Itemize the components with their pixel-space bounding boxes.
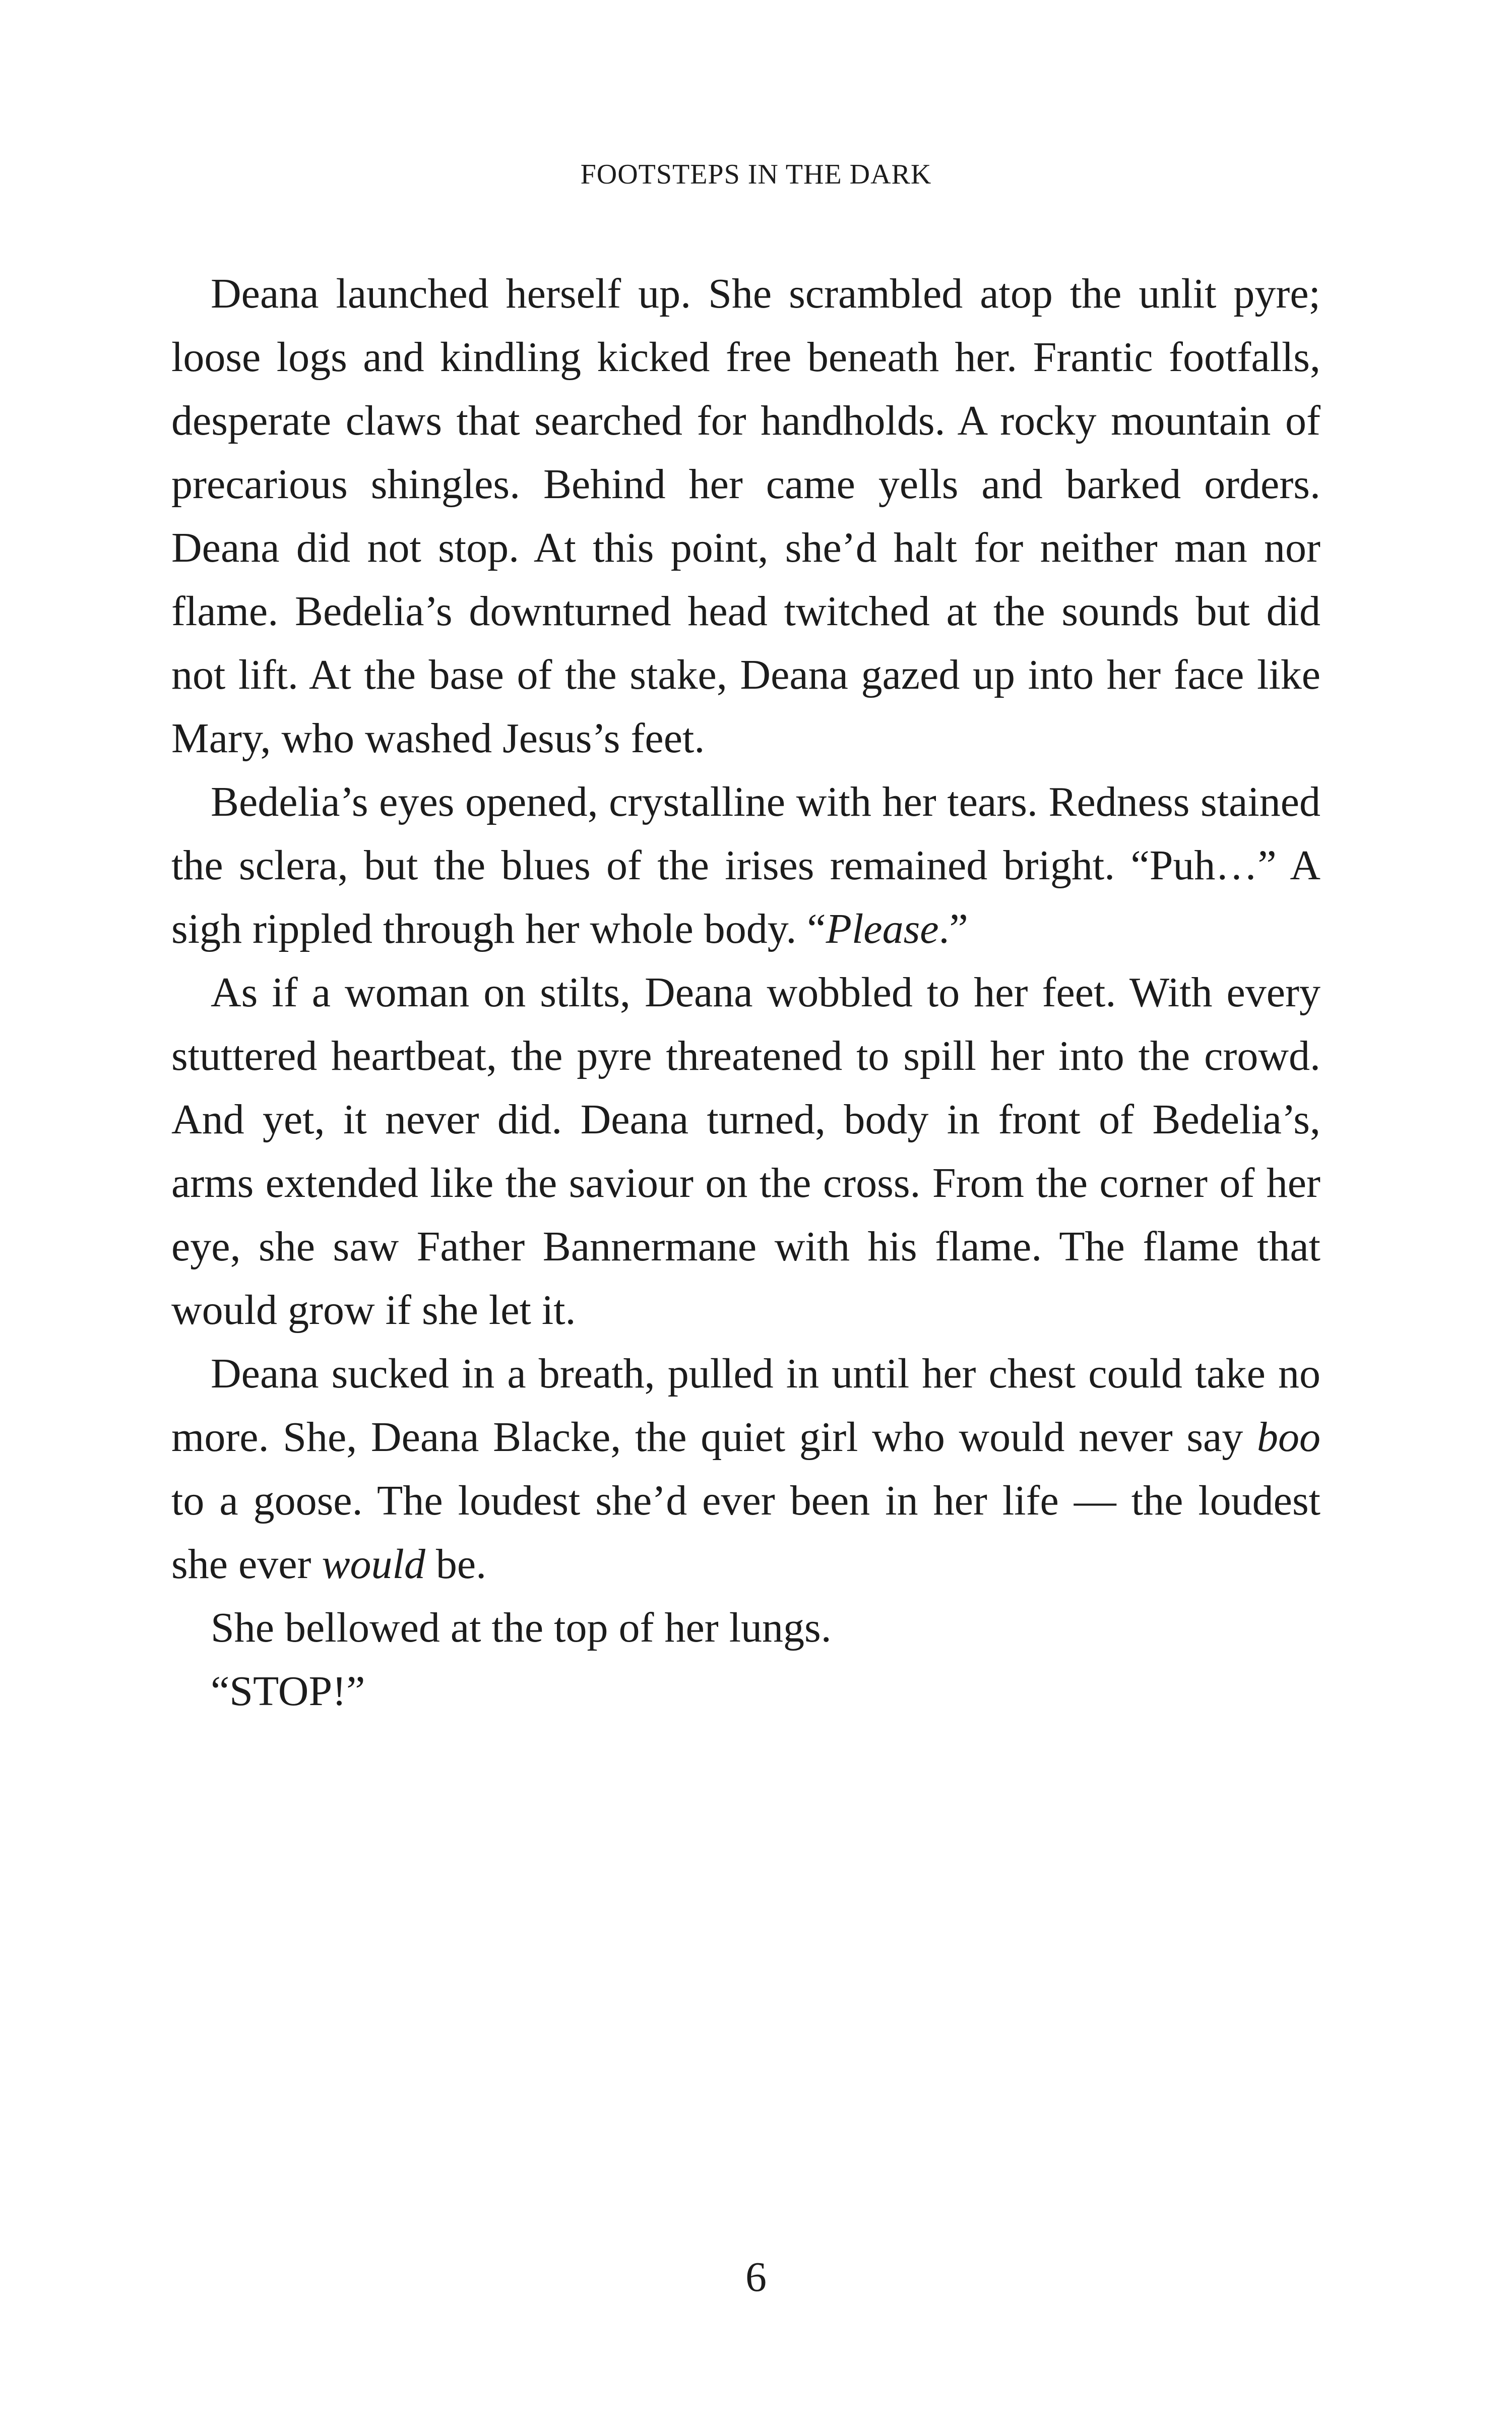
paragraph-4-text-b: to a goose. The loudest she’d ever been in her life — the loudest she ever — [171, 1477, 1320, 1588]
paragraph-4 — [171, 1342, 1320, 1596]
running-head: FOOTSTEPS IN THE DARK — [580, 159, 932, 190]
paragraph-4-text-a: Deana sucked in a breath, pulled in until her chest could take no more. She, Deana Blacke, the quiet girl who would never say — [171, 1350, 1320, 1461]
paragraph-2-text-b: .” — [938, 905, 968, 952]
body-text — [171, 262, 1320, 1723]
paragraph-5: She bellowed at the top of her lungs. — [211, 1604, 832, 1651]
paragraph-2 — [171, 770, 1320, 961]
paragraph-1: Deana launched herself up. She scrambled atop the unlit pyre; loose logs and kindling kicked free beneath her. Frantic footfalls, desperate claws that searched for handholds. A rocky mountain of precarious shingles. Behind her came yells and barked orders. Deana did not stop. At this point, she’d halt for neither man nor flame. Bedelia’s downturned head twitched at the sounds but did not lift. At the base of the stake, Deana gazed up into her face like Mary, who washed Jesus’s feet. — [171, 270, 1320, 762]
paragraph-6: “STOP!” — [211, 1668, 365, 1715]
page-number: 6 — [745, 2254, 767, 2301]
paragraph-2-text-a: Bedelia’s eyes opened, crystalline with her tears. Redness stained the sclera, but the blues of the irises remained bright. “Puh…” A sigh rippled through her whole body. “ — [171, 778, 1320, 952]
paragraph-2-italic: Please — [826, 905, 939, 952]
paragraph-3: As if a woman on stilts, Deana wobbled to her feet. With every stuttered heartbeat, the pyre threatened to spill her into the crowd. And yet, it never did. Deana turned, body in front of Bedelia’s, arms extended like the saviour on the cross. From the corner of her eye, she saw Father Bannermane with his flame. The flame that would grow if she let it. — [171, 969, 1320, 1334]
paragraph-4-italic-2: would — [322, 1541, 425, 1588]
paragraph-4-text-c: be. — [425, 1541, 487, 1588]
paragraph-4-italic-1: boo — [1257, 1414, 1320, 1461]
